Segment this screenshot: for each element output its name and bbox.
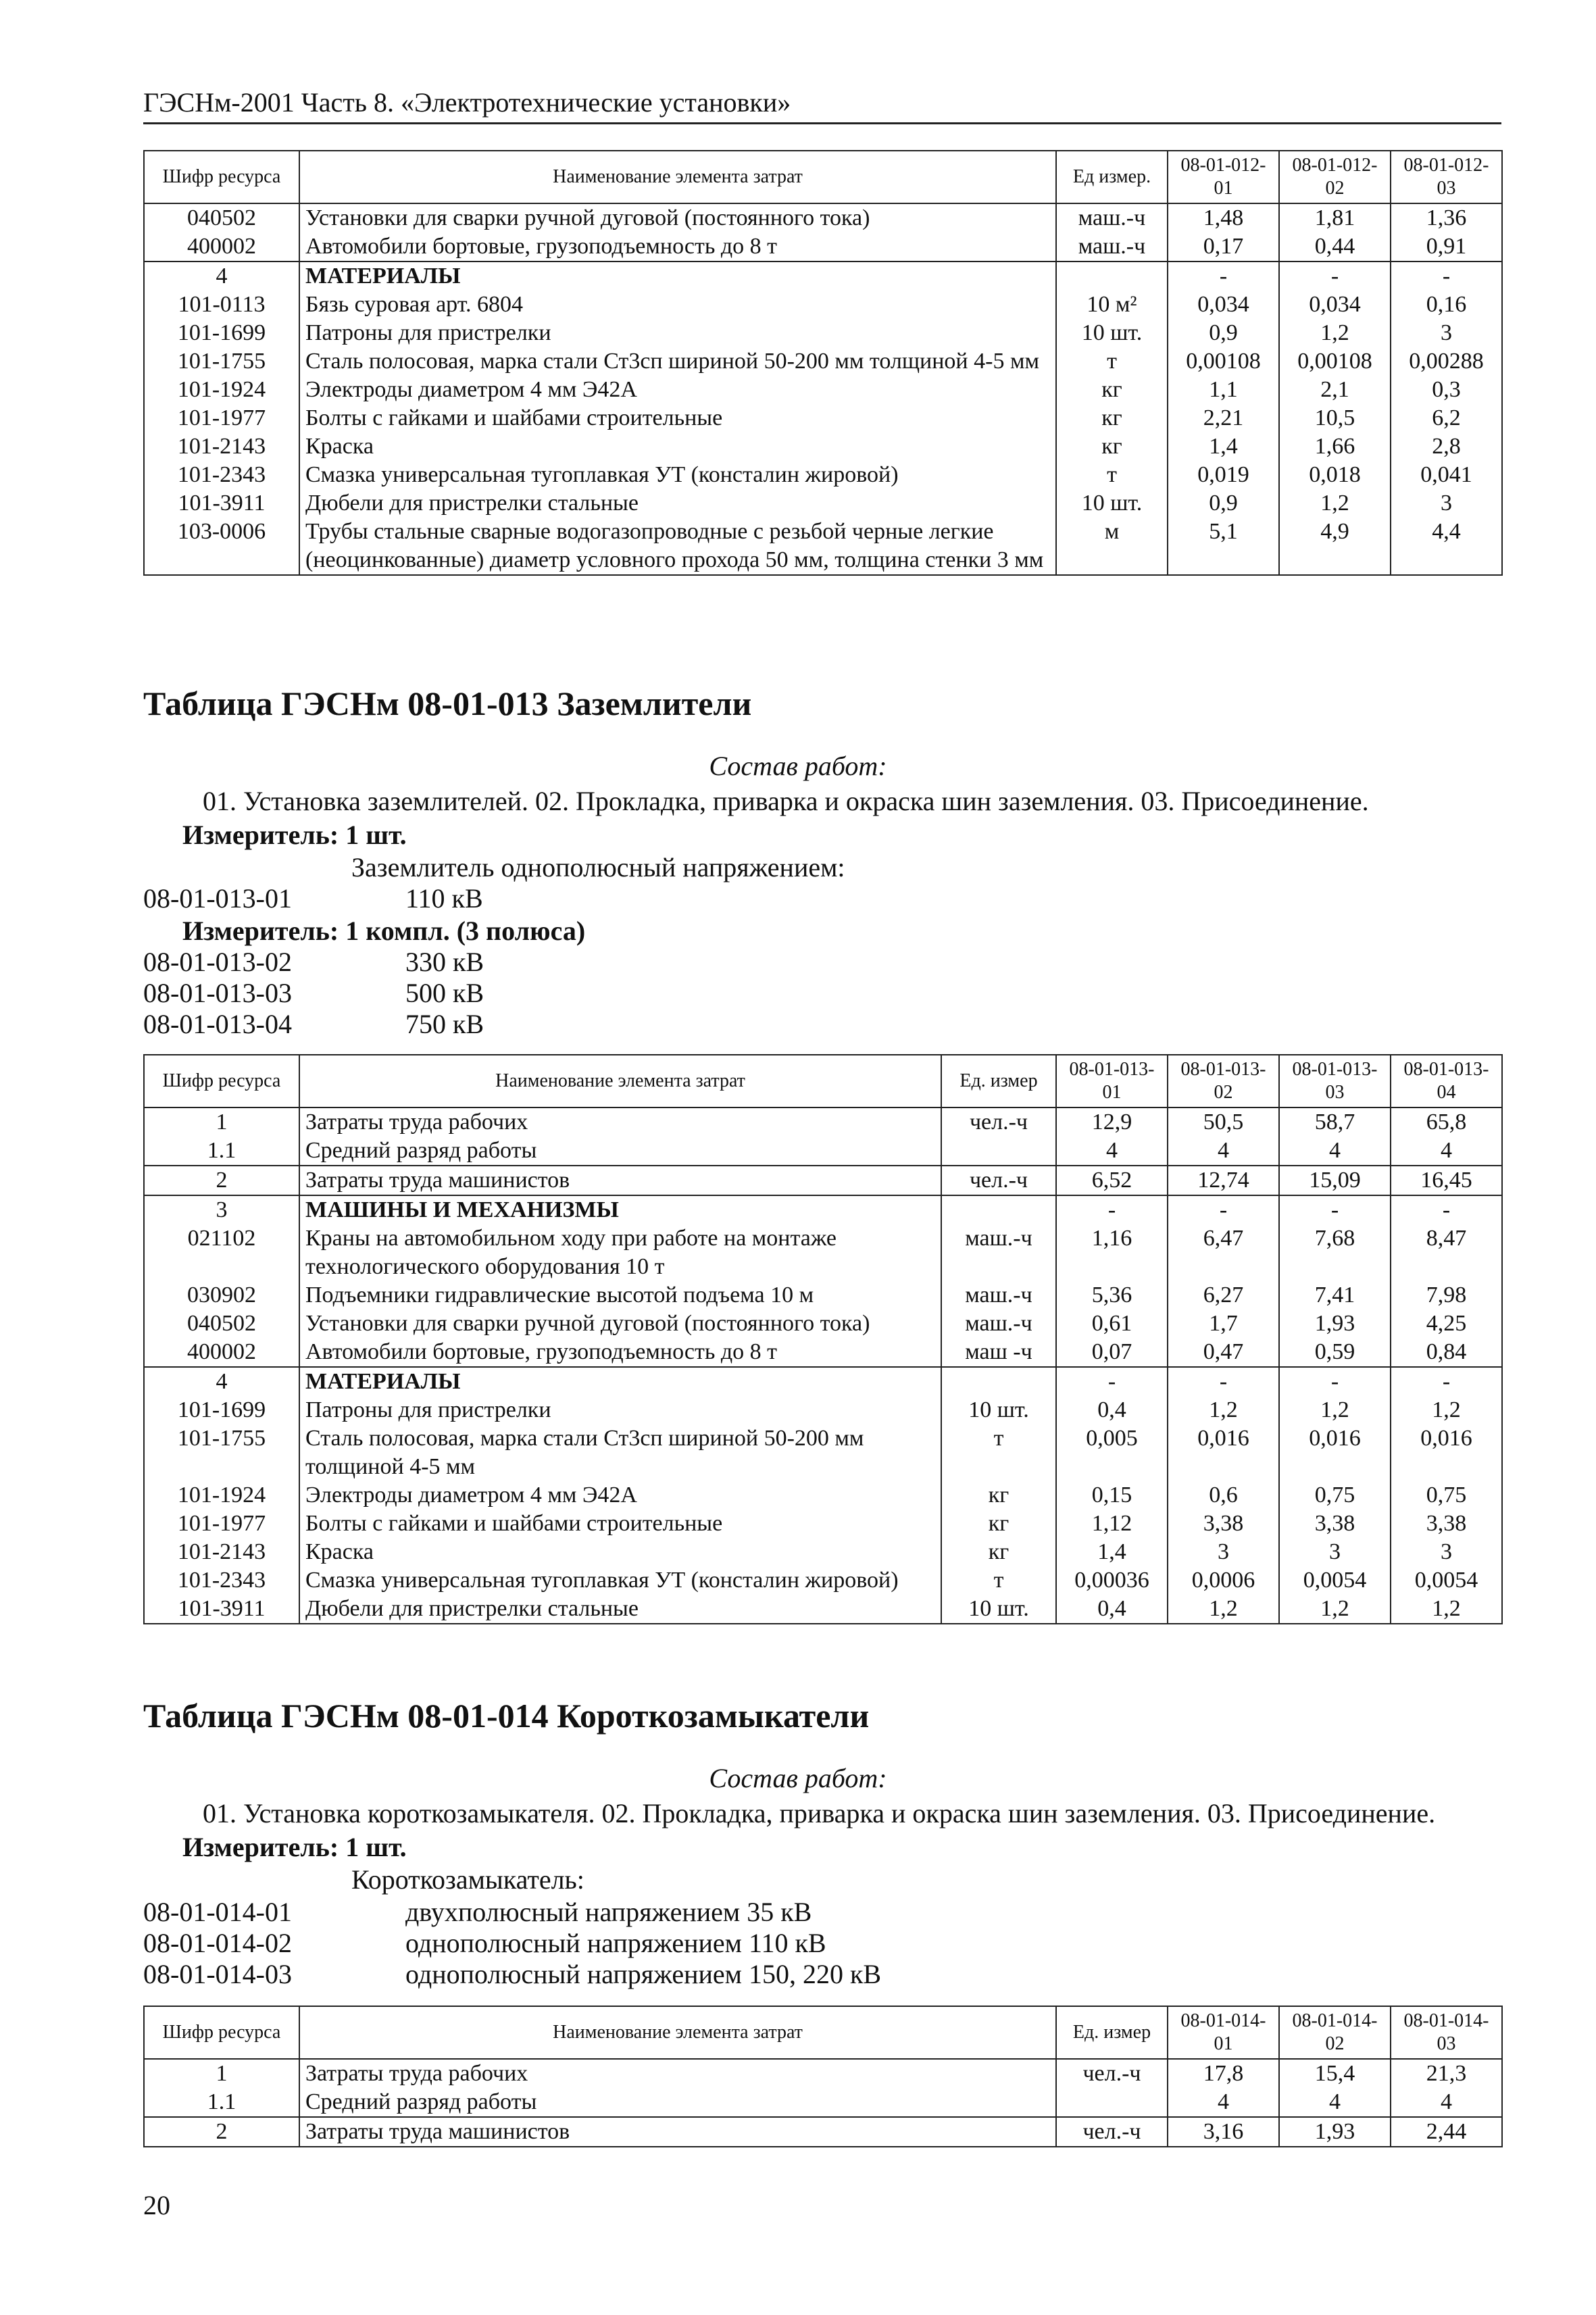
row-value: 0,0054 xyxy=(1279,1566,1391,1595)
row-name: Болты с гайками и шайбами строительные xyxy=(299,404,1056,432)
table-row xyxy=(144,1281,1502,1310)
row-value: 1,2 xyxy=(1279,1595,1391,1624)
meter-label: Измеритель: xyxy=(182,1832,339,1862)
row-name: Установки для сварки ручной дуговой (постоянного тока) xyxy=(299,203,1056,232)
row-value: 0,019 xyxy=(1168,461,1279,489)
item-code: 08-01-014-02 xyxy=(143,1928,292,1958)
row-value: 4 xyxy=(1391,2088,1502,2117)
row-name: МАТЕРИАЛЫ xyxy=(299,1367,941,1396)
row-unit: чел.-ч xyxy=(941,1107,1056,1137)
row-value: 0,041 xyxy=(1391,461,1502,489)
row-value: 1,4 xyxy=(1056,1538,1168,1566)
table-row xyxy=(144,1195,1502,1224)
row-unit xyxy=(1056,2088,1168,2117)
row-name: Патроны для пристрелки xyxy=(299,1396,941,1424)
row-value: 0,16 xyxy=(1391,291,1502,319)
row-unit: маш.-ч xyxy=(941,1281,1056,1310)
row-unit: маш.-ч xyxy=(1056,203,1168,232)
row-code: 103-0006 xyxy=(144,518,299,575)
row-value: 3,16 xyxy=(1168,2117,1279,2147)
row-name: Подъемники гидравлические высотой подъема 10 м xyxy=(299,1281,941,1310)
header-unit: Ед. измер xyxy=(1056,2006,1168,2059)
table-row xyxy=(144,1396,1502,1424)
cost-table-014 xyxy=(143,2006,1503,2147)
table-row xyxy=(144,1367,1502,1396)
row-value: - xyxy=(1279,1367,1391,1396)
table-row xyxy=(144,1566,1502,1595)
row-code: 1.1 xyxy=(144,1137,299,1166)
item-value: 500 кВ xyxy=(405,978,484,1008)
header-col-3: 08-01-012-03 xyxy=(1391,151,1502,203)
header-col-2: 08-01-013-02 xyxy=(1168,1055,1279,1107)
item-code: 08-01-013-04 xyxy=(143,1009,292,1039)
row-code: 2 xyxy=(144,2117,299,2147)
meter-value: 1 шт. xyxy=(345,1832,407,1862)
row-name: Затраты труда рабочих xyxy=(299,2059,1056,2088)
row-value: 1,2 xyxy=(1168,1396,1279,1424)
row-value: 4 xyxy=(1279,1137,1391,1166)
row-code: 4 xyxy=(144,1367,299,1396)
row-value: 3 xyxy=(1391,489,1502,518)
row-name: Болты с гайками и шайбами строительные xyxy=(299,1510,941,1538)
row-value: 0,44 xyxy=(1279,232,1391,262)
row-unit xyxy=(941,1195,1056,1224)
composition-text-014: 01. Установка короткозамыкателя. 02. Прокладка, приварка и окраска шин заземления. 03. Присоединение. xyxy=(203,1798,1436,1828)
row-value: 0,4 xyxy=(1056,1396,1168,1424)
row-value: 0,00108 xyxy=(1168,347,1279,376)
row-code: 4 xyxy=(144,262,299,291)
header-name: Наименование элемента затрат xyxy=(299,2006,1056,2059)
row-code: 400002 xyxy=(144,232,299,262)
row-code: 040502 xyxy=(144,203,299,232)
row-code: 021102 xyxy=(144,1224,299,1281)
row-value: - xyxy=(1391,1367,1502,1396)
row-value: 0,15 xyxy=(1056,1481,1168,1510)
header-col-3: 08-01-014-03 xyxy=(1391,2006,1502,2059)
row-value: 6,27 xyxy=(1168,1281,1279,1310)
running-head: ГЭСНм-2001 Часть 8. «Электротехнические установки» xyxy=(143,86,1501,124)
row-value: 6,2 xyxy=(1391,404,1502,432)
item-code: 08-01-013-01 xyxy=(143,883,292,914)
row-value: 1,7 xyxy=(1168,1310,1279,1338)
row-code: 101-3911 xyxy=(144,489,299,518)
row-value: 4 xyxy=(1279,2088,1391,2117)
row-code: 101-1924 xyxy=(144,376,299,404)
row-unit: маш.-ч xyxy=(1056,232,1168,262)
row-unit: м xyxy=(1056,518,1168,575)
row-value: 0,9 xyxy=(1168,489,1279,518)
row-name: МАТЕРИАЛЫ xyxy=(299,262,1056,291)
row-code: 101-1755 xyxy=(144,1424,299,1481)
row-name: Смазка универсальная тугоплавкая УТ (консталин жировой) xyxy=(299,461,1056,489)
row-value: 1,4 xyxy=(1168,432,1279,461)
row-value: 3 xyxy=(1391,1538,1502,1566)
row-value: 0,47 xyxy=(1168,1338,1279,1367)
row-name: Установки для сварки ручной дуговой (постоянного тока) xyxy=(299,1310,941,1338)
row-value: 2,44 xyxy=(1391,2117,1502,2147)
row-value: 0,0054 xyxy=(1391,1566,1502,1595)
row-code: 101-2143 xyxy=(144,1538,299,1566)
row-value: 4,25 xyxy=(1391,1310,1502,1338)
page-number: 20 xyxy=(143,2190,170,2220)
composition-heading-013: Состав работ: xyxy=(709,751,887,781)
row-unit: 10 шт. xyxy=(941,1595,1056,1624)
cost-table-012 xyxy=(143,150,1503,576)
row-value: 58,7 xyxy=(1279,1107,1391,1137)
row-value: - xyxy=(1056,1195,1168,1224)
row-unit: чел.-ч xyxy=(1056,2059,1168,2088)
row-name: Дюбели для пристрелки стальные xyxy=(299,489,1056,518)
meter-value: 1 шт. xyxy=(345,820,407,850)
row-unit: чел.-ч xyxy=(1056,2117,1168,2147)
row-name: Краска xyxy=(299,432,1056,461)
row-value: 12,9 xyxy=(1056,1107,1168,1137)
row-name: Электроды диаметром 4 мм Э42А xyxy=(299,376,1056,404)
row-value: 2,8 xyxy=(1391,432,1502,461)
row-value: 0,0006 xyxy=(1168,1566,1279,1595)
row-code: 101-2343 xyxy=(144,461,299,489)
item-value: 330 кВ xyxy=(405,947,484,977)
row-value: 0,6 xyxy=(1168,1481,1279,1510)
row-value: 0,00036 xyxy=(1056,1566,1168,1595)
table-row xyxy=(144,2117,1502,2147)
row-value: - xyxy=(1168,1195,1279,1224)
row-name: Затраты труда машинистов xyxy=(299,2117,1056,2147)
row-code: 101-2343 xyxy=(144,1566,299,1595)
row-value: 15,4 xyxy=(1279,2059,1391,2088)
row-value: 0,91 xyxy=(1391,232,1502,262)
row-value: 0,4 xyxy=(1056,1595,1168,1624)
row-name: Средний разряд работы xyxy=(299,1137,941,1166)
composition-heading-014: Состав работ: xyxy=(709,1763,887,1793)
item-value: однополюсный напряжением 150, 220 кВ xyxy=(405,1959,882,1989)
header-col-1: 08-01-013-01 xyxy=(1056,1055,1168,1107)
row-value: 0,84 xyxy=(1391,1338,1502,1367)
row-code: 101-1755 xyxy=(144,347,299,376)
item-code: 08-01-013-03 xyxy=(143,978,292,1008)
row-value: 3,38 xyxy=(1168,1510,1279,1538)
table-row xyxy=(144,1338,1502,1367)
table-row xyxy=(144,518,1502,575)
header-col-1: 08-01-012-01 xyxy=(1168,151,1279,203)
row-value: 0,3 xyxy=(1391,376,1502,404)
row-value: 17,8 xyxy=(1168,2059,1279,2088)
table-row xyxy=(144,1424,1502,1481)
row-value: 3 xyxy=(1391,319,1502,347)
item-value: однополюсный напряжением 110 кВ xyxy=(405,1928,826,1958)
table-row xyxy=(144,1166,1502,1195)
row-name: Бязь суровая арт. 6804 xyxy=(299,291,1056,319)
row-name: МАШИНЫ И МЕХАНИЗМЫ xyxy=(299,1195,941,1224)
table-row xyxy=(144,1510,1502,1538)
row-code: 101-1977 xyxy=(144,1510,299,1538)
item-code: 08-01-013-02 xyxy=(143,947,292,977)
row-value: - xyxy=(1279,262,1391,291)
row-name: Автомобили бортовые, грузоподъемность до 8 т xyxy=(299,232,1056,262)
table-row xyxy=(144,1481,1502,1510)
row-value: 0,016 xyxy=(1168,1424,1279,1481)
row-unit: чел.-ч xyxy=(941,1166,1056,1195)
row-value: 50,5 xyxy=(1168,1107,1279,1137)
row-name: Краска xyxy=(299,1538,941,1566)
row-code: 101-3911 xyxy=(144,1595,299,1624)
table-row xyxy=(144,1595,1502,1624)
row-value: 0,75 xyxy=(1279,1481,1391,1510)
table-row xyxy=(144,262,1502,291)
header-col-3: 08-01-013-03 xyxy=(1279,1055,1391,1107)
row-unit: т xyxy=(1056,347,1168,376)
row-unit: т xyxy=(1056,461,1168,489)
row-code: 3 xyxy=(144,1195,299,1224)
row-unit: маш.-ч xyxy=(941,1310,1056,1338)
row-unit: маш.-ч xyxy=(941,1224,1056,1281)
row-name: Электроды диаметром 4 мм Э42А xyxy=(299,1481,941,1510)
table-row xyxy=(144,291,1502,319)
header-name: Наименование элемента затрат xyxy=(299,1055,941,1107)
row-code: 101-1699 xyxy=(144,319,299,347)
table-row xyxy=(144,461,1502,489)
row-value: 0,17 xyxy=(1168,232,1279,262)
row-unit: т xyxy=(941,1566,1056,1595)
row-value: 7,68 xyxy=(1279,1224,1391,1281)
row-value: - xyxy=(1168,1367,1279,1396)
row-value: 3,38 xyxy=(1391,1510,1502,1538)
meter-label: Измеритель: xyxy=(182,916,339,946)
table-title-014: Таблица ГЭСНм 08-01-014 Короткозамыкатели xyxy=(143,1697,870,1735)
item-value: 110 кВ xyxy=(405,883,483,914)
row-value: 0,07 xyxy=(1056,1338,1168,1367)
row-value: 1,81 xyxy=(1279,203,1391,232)
row-value: - xyxy=(1391,262,1502,291)
item-heading-013: Заземлитель однополюсный напряжением: xyxy=(351,852,845,882)
row-code: 030902 xyxy=(144,1281,299,1310)
table-row xyxy=(144,376,1502,404)
row-unit: кг xyxy=(1056,432,1168,461)
table-row xyxy=(144,347,1502,376)
row-code: 040502 xyxy=(144,1310,299,1338)
row-value: 3,38 xyxy=(1279,1510,1391,1538)
header-col-1: 08-01-014-01 xyxy=(1168,2006,1279,2059)
row-value: 65,8 xyxy=(1391,1107,1502,1137)
row-value: 1,2 xyxy=(1168,1595,1279,1624)
row-value: 0,61 xyxy=(1056,1310,1168,1338)
row-value: 0,9 xyxy=(1168,319,1279,347)
row-unit: кг xyxy=(1056,376,1168,404)
row-code: 101-2143 xyxy=(144,432,299,461)
row-value: 4 xyxy=(1056,1137,1168,1166)
row-code: 101-1977 xyxy=(144,404,299,432)
row-value: 2,21 xyxy=(1168,404,1279,432)
row-name: Дюбели для пристрелки стальные xyxy=(299,1595,941,1624)
table-row xyxy=(144,2059,1502,2088)
row-code: 1 xyxy=(144,2059,299,2088)
row-name: Сталь полосовая, марка стали Ст3сп шириной 50-200 мм толщиной 4-5 мм xyxy=(299,1424,941,1481)
table-row xyxy=(144,1310,1502,1338)
row-value: 1,16 xyxy=(1056,1224,1168,1281)
row-value: 7,41 xyxy=(1279,1281,1391,1310)
row-name: Краны на автомобильном ходу при работе на монтаже технологического оборудования 10 т xyxy=(299,1224,941,1281)
row-value: 16,45 xyxy=(1391,1166,1502,1195)
row-unit xyxy=(1056,262,1168,291)
row-value: 1,36 xyxy=(1391,203,1502,232)
row-unit: кг xyxy=(1056,404,1168,432)
row-unit: кг xyxy=(941,1510,1056,1538)
row-value: 1,1 xyxy=(1168,376,1279,404)
row-unit xyxy=(941,1367,1056,1396)
row-unit: маш -ч xyxy=(941,1338,1056,1367)
row-value: 4,9 xyxy=(1279,518,1391,575)
row-value: 0,00108 xyxy=(1279,347,1391,376)
composition-text-013: 01. Установка заземлителей. 02. Прокладка, приварка и окраска шин заземления. 03. Присоединение. xyxy=(203,786,1369,816)
row-value: 0,016 xyxy=(1391,1424,1502,1481)
row-name: Сталь полосовая, марка стали Ст3сп шириной 50-200 мм толщиной 4-5 мм xyxy=(299,347,1056,376)
row-value: 0,034 xyxy=(1168,291,1279,319)
table-row xyxy=(144,432,1502,461)
row-value: 4 xyxy=(1168,2088,1279,2117)
row-unit xyxy=(941,1137,1056,1166)
row-value: 1,2 xyxy=(1279,489,1391,518)
row-code: 1.1 xyxy=(144,2088,299,2117)
row-value: 1,93 xyxy=(1279,1310,1391,1338)
row-value: 1,93 xyxy=(1279,2117,1391,2147)
row-value: 0,034 xyxy=(1279,291,1391,319)
header-unit: Ед. измер xyxy=(941,1055,1056,1107)
row-unit: 10 шт. xyxy=(941,1396,1056,1424)
row-code: 400002 xyxy=(144,1338,299,1367)
row-value: 7,98 xyxy=(1391,1281,1502,1310)
row-value: 1,2 xyxy=(1391,1595,1502,1624)
row-value: 10,5 xyxy=(1279,404,1391,432)
row-value: 0,018 xyxy=(1279,461,1391,489)
row-value: 0,75 xyxy=(1391,1481,1502,1510)
row-value: 4,4 xyxy=(1391,518,1502,575)
row-unit: кг xyxy=(941,1538,1056,1566)
row-unit: кг xyxy=(941,1481,1056,1510)
row-name: Автомобили бортовые, грузоподъемность до 8 т xyxy=(299,1338,941,1367)
row-unit: 10 м² xyxy=(1056,291,1168,319)
table-row xyxy=(144,489,1502,518)
item-value: двухполюсный напряжением 35 кВ xyxy=(405,1897,812,1927)
table-row xyxy=(144,1224,1502,1281)
row-name: Затраты труда рабочих xyxy=(299,1107,941,1137)
row-value: - xyxy=(1279,1195,1391,1224)
table-row xyxy=(144,2088,1502,2117)
header-code: Шифр ресурса xyxy=(144,1055,299,1107)
meter-value: 1 компл. (3 полюса) xyxy=(345,916,586,946)
header-unit: Ед измер. xyxy=(1056,151,1168,203)
table-row xyxy=(144,232,1502,262)
row-value: - xyxy=(1168,262,1279,291)
row-value: 0,59 xyxy=(1279,1338,1391,1367)
header-name: Наименование элемента затрат xyxy=(299,151,1056,203)
header-col-2: 08-01-012-02 xyxy=(1279,151,1391,203)
row-value: 1,2 xyxy=(1391,1396,1502,1424)
row-value: 3 xyxy=(1279,1538,1391,1566)
table-row xyxy=(144,1107,1502,1137)
row-value: 4 xyxy=(1168,1137,1279,1166)
row-value: 2,1 xyxy=(1279,376,1391,404)
row-value: 6,47 xyxy=(1168,1224,1279,1281)
header-code: Шифр ресурса xyxy=(144,2006,299,2059)
row-value: - xyxy=(1056,1367,1168,1396)
row-name: Средний разряд работы xyxy=(299,2088,1056,2117)
row-unit: 10 шт. xyxy=(1056,319,1168,347)
header-col-2: 08-01-014-02 xyxy=(1279,2006,1391,2059)
row-value: 15,09 xyxy=(1279,1166,1391,1195)
row-value: 12,74 xyxy=(1168,1166,1279,1195)
row-value: 0,005 xyxy=(1056,1424,1168,1481)
row-value: 1,2 xyxy=(1279,1396,1391,1424)
table-row xyxy=(144,319,1502,347)
row-value: - xyxy=(1391,1195,1502,1224)
table-row xyxy=(144,1538,1502,1566)
row-value: 4 xyxy=(1391,1137,1502,1166)
header-code: Шифр ресурса xyxy=(144,151,299,203)
header-col-4: 08-01-013-04 xyxy=(1391,1055,1502,1107)
row-name: Затраты труда машинистов xyxy=(299,1166,941,1195)
row-name: Смазка универсальная тугоплавкая УТ (консталин жировой) xyxy=(299,1566,941,1595)
row-value: 8,47 xyxy=(1391,1224,1502,1281)
table-row xyxy=(144,1137,1502,1166)
row-value: 6,52 xyxy=(1056,1166,1168,1195)
row-name: Патроны для пристрелки xyxy=(299,319,1056,347)
row-value: 1,2 xyxy=(1279,319,1391,347)
row-value: 1,12 xyxy=(1056,1510,1168,1538)
table-row xyxy=(144,404,1502,432)
item-code: 08-01-014-01 xyxy=(143,1897,292,1927)
row-value: 3 xyxy=(1168,1538,1279,1566)
row-name: Трубы стальные сварные водогазопроводные с резьбой черные легкие (неоцинкованные) диаметр условного прохода 50 мм, толщина стенки 3 мм xyxy=(299,518,1056,575)
row-value: 21,3 xyxy=(1391,2059,1502,2088)
row-value: 5,1 xyxy=(1168,518,1279,575)
row-value: 1,48 xyxy=(1168,203,1279,232)
row-value: 1,66 xyxy=(1279,432,1391,461)
table-title-013: Таблица ГЭСНм 08-01-013 Заземлители xyxy=(143,684,752,722)
meter-label: Измеритель: xyxy=(182,820,339,850)
cost-table-013 xyxy=(143,1054,1503,1624)
row-unit: 10 шт. xyxy=(1056,489,1168,518)
item-heading-014: Короткозамыкатель: xyxy=(351,1864,584,1895)
row-code: 101-1924 xyxy=(144,1481,299,1510)
row-code: 2 xyxy=(144,1166,299,1195)
row-code: 101-1699 xyxy=(144,1396,299,1424)
table-row xyxy=(144,203,1502,232)
row-value: 5,36 xyxy=(1056,1281,1168,1310)
row-value: 0,016 xyxy=(1279,1424,1391,1481)
row-code: 101-0113 xyxy=(144,291,299,319)
row-value: 0,00288 xyxy=(1391,347,1502,376)
row-code: 1 xyxy=(144,1107,299,1137)
item-value: 750 кВ xyxy=(405,1009,484,1039)
item-code: 08-01-014-03 xyxy=(143,1959,292,1989)
row-unit: т xyxy=(941,1424,1056,1481)
